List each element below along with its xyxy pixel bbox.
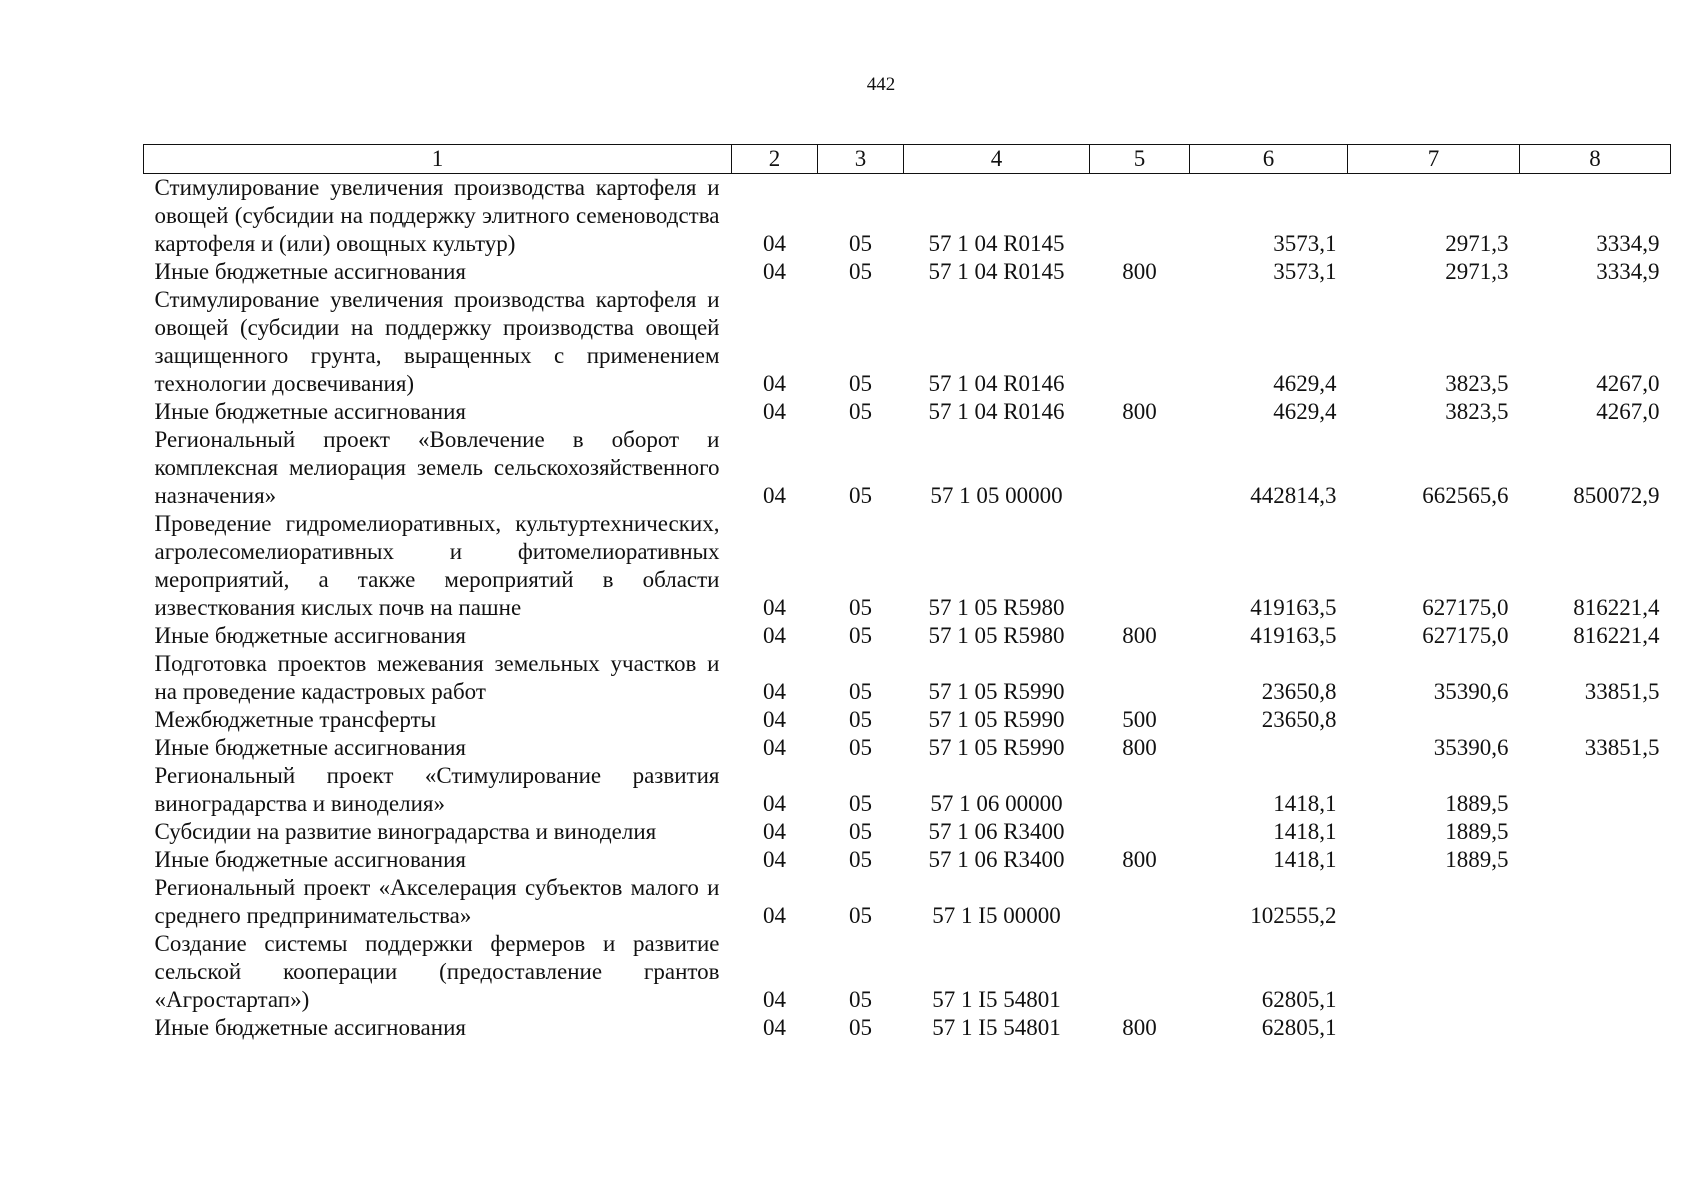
amount-col-8: [1520, 1014, 1671, 1042]
target-article-code: 57 1 04 R0145: [928, 231, 1065, 256]
subsection-code: 05: [849, 399, 872, 424]
section-code: 04: [763, 679, 786, 704]
amount-col-6: 23650,8: [1261, 707, 1337, 732]
subsection-code: 05: [849, 847, 872, 872]
section-code: 04: [763, 483, 786, 508]
expense-type-code: 500: [1122, 707, 1157, 732]
section-code: 04: [763, 371, 786, 396]
amount-col-7: 662565,6: [1422, 483, 1509, 508]
target-article-code: 57 1 06 R3400: [928, 847, 1065, 872]
section-code: 04: [763, 1015, 786, 1040]
amount-col-7: 1889,5: [1445, 791, 1509, 816]
amount-col-7: 2971,3: [1445, 231, 1509, 256]
header-col-1: 1: [144, 145, 732, 174]
subsection-code: 05: [849, 595, 872, 620]
expense-type-code: [1090, 510, 1190, 622]
expense-type-code: [1090, 930, 1190, 1014]
amount-col-6: 1418,1: [1273, 819, 1337, 844]
amount-col-7: 1889,5: [1445, 847, 1509, 872]
amount-col-8: 816221,4: [1573, 623, 1660, 648]
amount-col-8: [1520, 846, 1671, 874]
amount-col-7: 627175,0: [1422, 623, 1509, 648]
expense-type-code: [1090, 818, 1190, 846]
expense-type-code: 800: [1122, 1015, 1157, 1040]
amount-col-8: [1520, 762, 1671, 818]
header-col-3: 3: [818, 145, 904, 174]
amount-col-8: [1520, 706, 1671, 734]
page-number: 442: [866, 74, 896, 95]
table-row: [144, 874, 1671, 930]
amount-col-8: [1520, 818, 1671, 846]
section-code: 04: [763, 231, 786, 256]
target-article-code: 57 1 05 R5980: [928, 623, 1065, 648]
subsection-code: 05: [849, 903, 872, 928]
amount-col-7: [1348, 1014, 1520, 1042]
table-row: [144, 510, 1671, 622]
header-col-5: 5: [1090, 145, 1190, 174]
amount-col-6: 1418,1: [1273, 791, 1337, 816]
section-code: 04: [763, 791, 786, 816]
table-row: [144, 734, 1671, 762]
amount-col-8: 33851,5: [1584, 679, 1660, 704]
subsection-code: 05: [849, 623, 872, 648]
amount-col-8: 3334,9: [1596, 231, 1660, 256]
section-code: 04: [763, 399, 786, 424]
table-row: [144, 650, 1671, 706]
target-article-code: 57 1 05 R5990: [928, 679, 1065, 704]
table-row: [144, 846, 1671, 874]
expense-type-code: [1090, 650, 1190, 706]
target-article-code: 57 1 05 00000: [930, 483, 1063, 508]
expense-type-code: [1090, 286, 1190, 398]
target-article-code: 57 1 06 00000: [930, 791, 1063, 816]
amount-col-8: 3334,9: [1596, 259, 1660, 284]
subsection-code: 05: [849, 1015, 872, 1040]
section-code: 04: [763, 595, 786, 620]
amount-col-6: 3573,1: [1273, 259, 1337, 284]
amount-col-7: 2971,3: [1445, 259, 1509, 284]
item-name: Иные бюджетные ассигнования: [154, 399, 466, 424]
section-code: 04: [763, 707, 786, 732]
amount-col-7: 3823,5: [1445, 371, 1509, 396]
target-article-code: 57 1 I5 54801: [932, 1015, 1061, 1040]
amount-col-6: 3573,1: [1273, 231, 1337, 256]
amount-col-8: 816221,4: [1573, 595, 1660, 620]
amount-col-8: [1520, 930, 1671, 1014]
item-name: Стимулирование увеличения производства картофеля и овощей (субсидии на поддержку производства овощей защищенного грунта, выращенных с применением технологии досвечивания): [154, 287, 720, 396]
target-article-code: 57 1 05 R5990: [928, 707, 1065, 732]
amount-col-8: 4267,0: [1596, 399, 1660, 424]
table-row: [144, 398, 1671, 426]
header-col-4: 4: [904, 145, 1090, 174]
amount-col-6: 62805,1: [1261, 987, 1337, 1012]
table-row: [144, 174, 1671, 259]
item-name: Иные бюджетные ассигнования: [154, 847, 466, 872]
item-name: Региональный проект «Вовлечение в оборот и комплексная мелиорация земель сельскохозяйственного назначения»: [154, 427, 720, 508]
amount-col-6: [1190, 734, 1348, 762]
table-row: [144, 1014, 1671, 1042]
expense-type-code: 800: [1122, 735, 1157, 760]
target-article-code: 57 1 I5 54801: [932, 987, 1061, 1012]
table-header: [144, 145, 1671, 174]
amount-col-6: 419163,5: [1250, 595, 1337, 620]
section-code: 04: [763, 259, 786, 284]
expense-type-code: [1090, 874, 1190, 930]
table-row: [144, 762, 1671, 818]
subsection-code: 05: [849, 483, 872, 508]
expense-type-code: 800: [1122, 259, 1157, 284]
amount-col-7: [1348, 930, 1520, 1014]
header-col-7: 7: [1348, 145, 1520, 174]
expense-type-code: [1090, 174, 1190, 259]
amount-col-6: 1418,1: [1273, 847, 1337, 872]
target-article-code: 57 1 05 R5980: [928, 595, 1065, 620]
target-article-code: 57 1 04 R0146: [928, 371, 1065, 396]
header-col-6: 6: [1190, 145, 1348, 174]
table-row: [144, 622, 1671, 650]
table-row: [144, 818, 1671, 846]
amount-col-7: [1348, 706, 1520, 734]
target-article-code: 57 1 06 R3400: [928, 819, 1065, 844]
header-col-8: 8: [1520, 145, 1671, 174]
section-code: 04: [763, 847, 786, 872]
section-code: 04: [763, 819, 786, 844]
target-article-code: 57 1 05 R5990: [928, 735, 1065, 760]
subsection-code: 05: [849, 371, 872, 396]
amount-col-6: 4629,4: [1273, 371, 1337, 396]
item-name: Проведение гидромелиоративных, культуртехнических, агролесомелиоративных и фитомелиоративных мероприятий, а также мероприятий в области известкования кислых почв на пашне: [154, 511, 720, 620]
table-row: [144, 930, 1671, 1014]
amount-col-8: [1520, 874, 1671, 930]
item-name: Иные бюджетные ассигнования: [154, 259, 466, 284]
target-article-code: 57 1 04 R0145: [928, 259, 1065, 284]
amount-col-6: 419163,5: [1250, 623, 1337, 648]
budget-table: [143, 144, 1671, 1042]
expense-type-code: 800: [1122, 399, 1157, 424]
table-body: [144, 174, 1671, 1043]
table-row: [144, 426, 1671, 510]
item-name: Межбюджетные трансферты: [154, 707, 437, 732]
target-article-code: 57 1 04 R0146: [928, 399, 1065, 424]
subsection-code: 05: [849, 679, 872, 704]
amount-col-7: 3823,5: [1445, 399, 1509, 424]
amount-col-6: 62805,1: [1261, 1015, 1337, 1040]
section-code: 04: [763, 903, 786, 928]
amount-col-7: 35390,6: [1433, 679, 1509, 704]
subsection-code: 05: [849, 231, 872, 256]
item-name: Региональный проект «Стимулирование развития виноградарства и виноделия»: [154, 763, 720, 816]
table-row: [144, 706, 1671, 734]
amount-col-6: 442814,3: [1250, 483, 1337, 508]
amount-col-6: 102555,2: [1250, 903, 1337, 928]
amount-col-7: [1348, 874, 1520, 930]
target-article-code: 57 1 I5 00000: [932, 903, 1061, 928]
amount-col-8: 33851,5: [1584, 735, 1660, 760]
item-name: Иные бюджетные ассигнования: [154, 623, 466, 648]
expense-type-code: [1090, 762, 1190, 818]
amount-col-6: 23650,8: [1261, 679, 1337, 704]
item-name: Иные бюджетные ассигнования: [154, 1015, 466, 1040]
header-col-2: 2: [732, 145, 818, 174]
item-name: Подготовка проектов межевания земельных участков и на проведение кадастровых работ: [154, 651, 720, 704]
table-row: [144, 286, 1671, 398]
amount-col-6: 4629,4: [1273, 399, 1337, 424]
item-name: Стимулирование увеличения производства картофеля и овощей (субсидии на поддержку элитного семеноводства картофеля и (или) овощных культур): [154, 175, 720, 256]
amount-col-8: 4267,0: [1596, 371, 1660, 396]
amount-col-7: 1889,5: [1445, 819, 1509, 844]
section-code: 04: [763, 735, 786, 760]
item-name: Субсидии на развитие виноградарства и виноделия: [154, 819, 657, 844]
subsection-code: 05: [849, 791, 872, 816]
expense-type-code: 800: [1122, 623, 1157, 648]
amount-col-8: 850072,9: [1573, 483, 1660, 508]
subsection-code: 05: [849, 819, 872, 844]
item-name: Создание системы поддержки фермеров и развитие сельской кооперации (предоставление грантов «Агростартап»): [154, 931, 720, 1012]
subsection-code: 05: [849, 707, 872, 732]
subsection-code: 05: [849, 987, 872, 1012]
expense-type-code: [1090, 426, 1190, 510]
subsection-code: 05: [849, 735, 872, 760]
amount-col-7: 627175,0: [1422, 595, 1509, 620]
subsection-code: 05: [849, 259, 872, 284]
section-code: 04: [763, 623, 786, 648]
header-row: [144, 145, 1671, 174]
item-name: Иные бюджетные ассигнования: [154, 735, 466, 760]
table-row: [144, 258, 1671, 286]
expense-type-code: 800: [1122, 847, 1157, 872]
item-name: Региональный проект «Акселерация субъектов малого и среднего предпринимательства»: [154, 875, 720, 928]
amount-col-7: 35390,6: [1433, 735, 1509, 760]
section-code: 04: [763, 987, 786, 1012]
